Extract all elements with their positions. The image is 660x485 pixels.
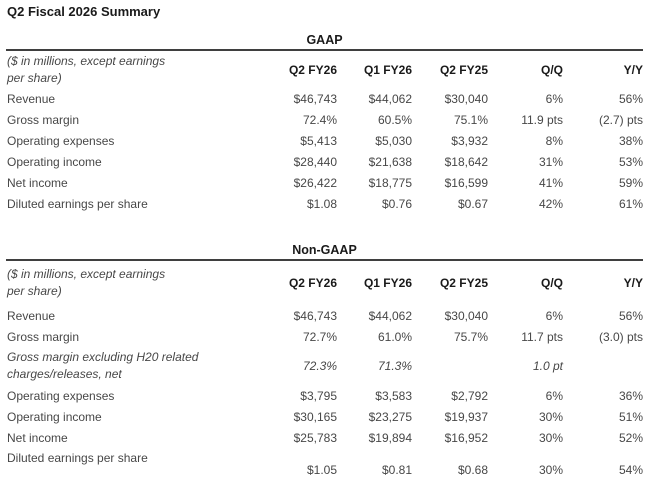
table-row: [6, 193, 643, 214]
cell-value: $2,792: [451, 388, 488, 403]
table-header: [6, 50, 643, 88]
row-label: Operating income: [7, 409, 102, 424]
cell-value: $30,040: [444, 308, 488, 323]
cell-value: 75.1%: [453, 112, 488, 127]
cell-value: 60.5%: [377, 112, 412, 127]
table-row: [6, 385, 643, 406]
columns-row-tr: [6, 260, 643, 305]
cell-value: $3,583: [375, 388, 412, 403]
cell-value: $30,040: [444, 91, 488, 106]
tables-container: [6, 33, 643, 485]
section-title: Non-GAAP: [292, 243, 357, 257]
cell-value: $5,030: [375, 133, 412, 148]
table-row: [6, 347, 643, 385]
cell-value: (3.0) pts: [598, 329, 643, 344]
cell-value: $44,062: [368, 91, 412, 106]
cell-value: 54%: [618, 463, 643, 477]
cell-value: $30,165: [293, 409, 337, 424]
cell-value: 72.4%: [302, 112, 337, 127]
cell-value: $26,422: [293, 175, 337, 190]
header-note: [6, 50, 256, 88]
column-header: Q1 FY26: [363, 276, 412, 290]
cell-value: $0.76: [381, 196, 412, 211]
header-note: [6, 260, 256, 305]
cell-value: 53%: [618, 154, 643, 169]
cell-value: 61%: [618, 196, 643, 211]
table-body: [6, 88, 643, 214]
header-note-line2: per share): [7, 284, 62, 298]
column-header: Q/Q: [540, 276, 563, 290]
cell-value: 41%: [538, 175, 563, 190]
cell-value: 72.3%: [302, 358, 337, 373]
row-label: Gross margin: [7, 329, 80, 344]
table-body: [6, 305, 643, 485]
non-gaap-section: [6, 243, 643, 485]
cell-value: (2.7) pts: [598, 112, 643, 127]
row-label: Diluted earnings per share: [7, 451, 148, 465]
cell-value: $16,952: [444, 430, 488, 445]
gaap-section: [6, 33, 643, 214]
column-header: Q1 FY26: [363, 62, 412, 77]
table-row: [6, 427, 643, 448]
cell-value: [563, 347, 643, 385]
cell-value: $19,937: [444, 409, 488, 424]
cell-value: $0.81: [381, 463, 412, 477]
cell-value: $28,440: [293, 154, 337, 169]
cell-value: 72.7%: [302, 329, 337, 344]
cell-value: 6%: [545, 91, 563, 106]
cell-value: 11.9 pts: [521, 112, 563, 127]
column-header: Q2 FY26: [288, 276, 337, 290]
table-row: [6, 172, 643, 193]
cell-value: 71.3%: [377, 358, 412, 373]
table-row: [6, 109, 643, 130]
cell-value: 31%: [538, 154, 563, 169]
cell-value: 1.0 pt: [532, 358, 563, 373]
cell-value: 36%: [618, 388, 643, 403]
page-title: Q2 Fiscal 2026 Summary: [7, 4, 161, 19]
cell-value: 30%: [538, 463, 563, 477]
cell-value: $1.05: [306, 463, 337, 477]
column-header: Q2 FY26: [288, 62, 337, 77]
cell-value: 61.0%: [377, 329, 412, 344]
cell-value: $23,275: [368, 409, 412, 424]
column-header: Y/Y: [623, 62, 643, 77]
header-note-line2: per share): [7, 70, 62, 85]
row-label: Net income: [7, 430, 68, 445]
row-label: Operating expenses: [7, 388, 115, 403]
cell-value: 30%: [538, 430, 563, 445]
cell-value: 56%: [618, 308, 643, 323]
cell-value: [412, 347, 488, 385]
table-row: [6, 151, 643, 172]
table-row: [6, 448, 643, 485]
cell-value: 30%: [538, 409, 563, 424]
cell-value: $0.67: [457, 196, 488, 211]
row-label: Gross margin: [7, 112, 80, 127]
cell-value: 51%: [618, 409, 643, 424]
cell-value: $19,894: [368, 430, 412, 445]
cell-value: 6%: [545, 308, 563, 323]
row-label: Revenue: [7, 308, 56, 323]
cell-value: $21,638: [368, 154, 412, 169]
cell-value: 6%: [545, 388, 563, 403]
cell-value: $3,795: [300, 388, 337, 403]
cell-value: $46,743: [293, 91, 337, 106]
cell-value: 56%: [618, 91, 643, 106]
cell-value: $46,743: [293, 308, 337, 323]
table-row: [6, 326, 643, 347]
cell-value: $3,932: [451, 133, 488, 148]
row-label: Revenue: [7, 91, 56, 106]
cell-value: $16,599: [444, 175, 488, 190]
cell-value: 42%: [538, 196, 563, 211]
cell-value: 8%: [545, 133, 563, 148]
section-title: GAAP: [306, 33, 343, 47]
column-header: Y/Y: [623, 276, 643, 290]
row-label: Net income: [7, 175, 68, 190]
cell-value: 75.7%: [453, 329, 488, 344]
table-header: [6, 260, 643, 305]
header-note-line1: ($ in millions, except earnings: [7, 267, 166, 281]
table-row: [6, 130, 643, 151]
gaap-table: [6, 49, 643, 214]
column-header: Q2 FY25: [439, 276, 488, 290]
column-header: Q2 FY25: [439, 62, 488, 77]
row-label: Diluted earnings per share: [7, 196, 148, 211]
row-label: Operating expenses: [7, 133, 115, 148]
column-header: Q/Q: [540, 62, 563, 77]
cell-value: $0.68: [457, 463, 488, 477]
table-row: [6, 406, 643, 427]
row-label: Operating income: [7, 154, 102, 169]
table-row: [6, 305, 643, 326]
cell-value: $5,413: [300, 133, 337, 148]
table-row: [6, 88, 643, 109]
row-label: Gross margin excluding H20 related charges/releases, net: [7, 350, 199, 381]
cell-value: $18,775: [368, 175, 412, 190]
cell-value: 38%: [618, 133, 643, 148]
cell-value: 11.7 pts: [521, 329, 563, 344]
cell-value: 59%: [618, 175, 643, 190]
non-gaap-table: [6, 259, 643, 485]
cell-value: $25,783: [293, 430, 337, 445]
columns-row-tr: [6, 50, 643, 88]
cell-value: 52%: [618, 430, 643, 445]
cell-value: $44,062: [368, 308, 412, 323]
header-note-line1: ($ in millions, except earnings: [7, 53, 166, 68]
cell-value: $1.08: [306, 196, 337, 211]
cell-value: $18,642: [444, 154, 488, 169]
